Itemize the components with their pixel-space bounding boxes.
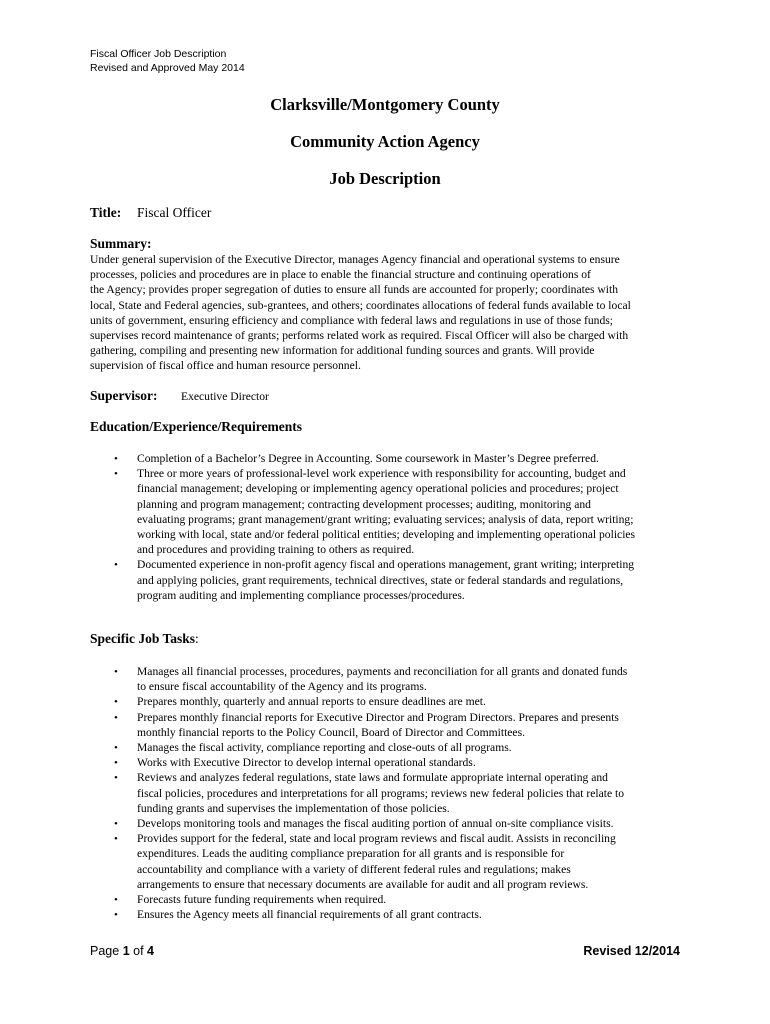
list-item-line: evaluating programs; grant management/grant writing; evaluating services; analysis of data, report writing; [137,512,634,526]
doc-title: Job Description [329,169,441,188]
page-total: 4 [147,944,154,958]
list-item-line: to ensure fiscal accountability of the Agency and its programs. [137,680,427,694]
summary-line: supervises record maintenance of grants; performs related work as required. Fiscal Officer will also be charged with [90,329,629,343]
summary-line: supervision of fiscal office and human resource personnel. [90,359,361,373]
list-item-line: program auditing and implementing compliance processes/procedures. [137,588,465,602]
list-item [137,694,486,709]
bullet-icon: • [114,909,118,922]
list-item-line: and procedures and providing training to others as required. [137,543,415,557]
list-item [137,907,482,922]
of-word: of [133,944,144,958]
org-title: Clarksville/Montgomery County [270,95,500,114]
list-item-line: monthly financial reports to the Policy Council, Board of Director and Committees. [137,725,525,739]
list-item [137,892,386,907]
list-item [137,710,619,740]
summary-line: local, State and Federal agencies, sub-grantees, and others; coordinates allocations of federal funds available to local [90,298,631,312]
agency-title: Community Action Agency [290,132,480,151]
supervisor-value: Executive Director [181,390,269,403]
list-item-line: planning and program management; contracting development processes; auditing, monitoring and [137,497,591,511]
list-item [137,831,616,892]
list-item [137,770,624,816]
list-item-line: expenditures. Leads the auditing compliance preparation for all grants and is responsible for [137,847,565,861]
list-item [137,664,627,694]
title-label: Title: [90,205,122,220]
list-item-line: Manages the fiscal activity, compliance reporting and close-outs of all programs. [137,741,512,754]
bullet-icon: • [114,757,118,770]
list-item-line: Prepares monthly financial reports for Executive Director and Program Directors. Prepares and presents [137,710,619,724]
list-item-line: accountability and compliance with a variety of different federal rules and regulations; makes [137,862,571,876]
list-item-line: Provides support for the federal, state and local program reviews and fiscal audit. Assists in reconciling [137,832,616,846]
list-item-line: Completion of a Bachelor’s Degree in Accounting. Some coursework in Master’s Degree preferred. [137,452,599,465]
page-word: Page [90,944,120,958]
summary-label: Summary: [90,236,152,251]
list-item-line: Works with Executive Director to develop internal operational standards. [137,756,476,770]
summary-line: processes, policies and procedures are in place to enable the financial structure and continuing operations of [90,268,591,282]
list-item [137,816,614,831]
list-item-line: Manages all financial processes, procedures, payments and reconciliation for all grants and donated funds [137,665,628,678]
bullet-icon: • [114,696,118,709]
list-item-line: and applying policies, grant requirements, technical directives, state or federal standards and regulations, [137,573,624,587]
list-item-line: Documented experience in non-profit agency fiscal and operations management, grant writing; interpreting [137,558,635,572]
summary-line: units of government, ensuring efficiency and compliance with federal laws and regulations in use of those funds; [90,313,613,327]
summary-text [90,252,690,374]
list-item-line: Ensures the Agency meets all financial requirements of all grant contracts. [137,908,482,922]
bullet-icon: • [114,772,118,785]
bullet-icon: • [114,833,118,846]
list-item-line: working with local, state and/or federal political entities; developing and implementing operational policies [137,528,636,541]
tasks-heading-text: Specific Job Tasks [90,631,196,646]
summary-line: Under general supervision of the Executive Director, manages Agency financial and operational systems to ensure [90,253,620,266]
page-indicator [90,944,154,958]
list-item-line: funding grants and supervises the implementation of those policies. [137,801,450,815]
tasks-heading-colon: : [195,631,199,646]
title-value: Fiscal Officer [137,205,212,220]
bullet-icon: • [114,742,118,754]
list-item-line: financial management; developing or implementing agency operational policies and procedures; project [137,482,619,496]
list-item [137,755,476,770]
list-item-line: Prepares monthly, quarterly and annual reports to ensure deadlines are met. [137,695,486,709]
list-item-line: Three or more years of professional-level work experience with responsibility for accounting, budget and [137,467,626,481]
bullet-icon: • [114,453,118,465]
list-item [137,740,512,755]
list-item-line: arrangements to ensure that necessary documents are available for audit and all program reviews. [137,877,589,891]
summary-line: the Agency; provides proper segregation of duties to ensure all funds are accounted for properly; coordinates with [90,283,618,297]
list-item [137,466,635,557]
header-line-2: Revised and Approved May 2014 [90,62,245,74]
bullet-icon: • [114,468,118,481]
list-item-line: Reviews and analyzes federal regulations, state laws and formulate appropriate internal operating and [137,771,608,785]
list-item [137,557,634,603]
bullet-icon: • [114,711,118,724]
list-item-line: Forecasts future funding requirements when required. [137,893,387,906]
summary-line: gathering, compiling and presenting new information for additional funding sources and grants. Will provide [90,344,595,358]
education-heading: Education/Experience/Requirements [90,419,302,434]
list-item-line: fiscal policies, procedures and interpretations for all programs; reviews new federal policies that relate to [137,786,625,800]
tasks-heading [90,631,199,647]
list-item-line: Develops monitoring tools and manages the fiscal auditing portion of annual on-site compliance visits. [137,817,614,830]
list-item [137,451,599,466]
page-number: 1 [122,944,130,958]
header-line-1: Fiscal Officer Job Description [90,48,227,60]
bullet-icon: • [114,818,118,830]
revised-date: Revised 12/2014 [583,944,680,958]
bullet-icon: • [114,559,118,572]
supervisor-label: Supervisor: [90,388,158,403]
bullet-icon: • [114,666,118,678]
bullet-icon: • [114,894,118,906]
